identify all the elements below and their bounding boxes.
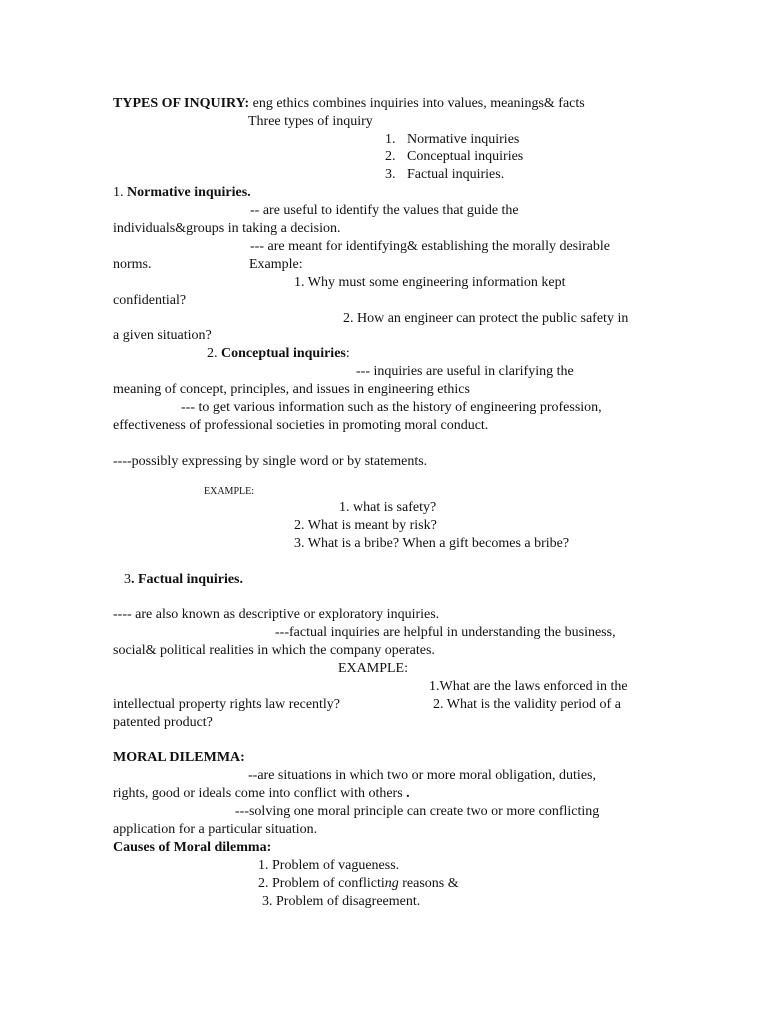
factual-line: ---- are also known as descriptive or exploratory inquiries.	[113, 607, 440, 622]
type-list-text: Conceptual inquiries	[407, 149, 524, 164]
three-types-intro: Three types of inquiry	[248, 114, 373, 129]
conceptual-heading	[207, 345, 350, 363]
conceptual-line: ----possibly expressing by single word or by statements.	[113, 454, 428, 469]
type-list-text: Normative inquiries	[407, 132, 520, 147]
normative-title: Normative inquiries.	[127, 185, 251, 200]
normative-line: -- are useful to identify the values that guide the	[250, 203, 519, 218]
factual-heading	[124, 571, 243, 589]
factual-question: intellectual property rights law recently?	[113, 697, 341, 712]
moral-dilemma-line: ---solving one moral principle can create two or more conflicting	[235, 804, 600, 819]
type-list-num: 1.	[385, 132, 396, 147]
conceptual-colon: :	[345, 346, 350, 361]
heading-label: TYPES OF INQUIRY:	[113, 96, 250, 111]
cause-item	[258, 875, 459, 893]
moral-dilemma-text: rights, good or ideals come into conflict with others	[113, 786, 403, 801]
normative-line: --- are meant for identifying& establishing the morally desirable	[250, 239, 610, 254]
moral-dilemma-title: MORAL DILEMMA:	[113, 750, 245, 765]
type-list-num: 3.	[385, 167, 396, 182]
cause-text-italic: ng	[384, 876, 399, 891]
factual-line: ---factual inquiries are helpful in understanding the business,	[275, 625, 616, 640]
normative-question: a given situation?	[113, 328, 212, 343]
heading-text: eng ethics combines inquiries into values, meanings& facts	[252, 96, 585, 111]
factual-question: 1.What are the laws enforced in the	[429, 679, 628, 694]
normative-num: 1.	[113, 185, 124, 200]
factual-line: social& political realities in which the company operates.	[113, 643, 435, 658]
type-list-item	[385, 166, 504, 184]
normative-heading	[113, 184, 251, 202]
causes-title: Causes of Moral dilemma:	[113, 840, 272, 855]
conceptual-question: 2. What is meant by risk?	[294, 518, 437, 533]
factual-question: patented product?	[113, 715, 213, 730]
normative-line: norms.	[113, 257, 152, 272]
moral-dilemma-period: .	[406, 786, 410, 801]
type-list-item	[385, 148, 523, 166]
factual-num: 3	[124, 572, 131, 587]
normative-question: 1. Why must some engineering information kept	[294, 275, 566, 290]
factual-example-label: EXAMPLE:	[338, 661, 408, 676]
type-list-num: 2.	[385, 149, 396, 164]
factual-question: 2. What is the validity period of a	[433, 697, 621, 712]
moral-dilemma-line: --are situations in which two or more moral obligation, duties,	[248, 768, 596, 783]
conceptual-line: effectiveness of professional societies in promoting moral conduct.	[113, 418, 489, 433]
conceptual-example-label: EXAMPLE:	[204, 486, 254, 497]
normative-line: individuals&groups in taking a decision.	[113, 221, 341, 236]
type-list-text: Factual inquiries.	[407, 167, 505, 182]
conceptual-line: --- inquiries are useful in clarifying the	[356, 364, 574, 379]
factual-title: . Factual inquiries.	[131, 572, 244, 587]
conceptual-title: Conceptual inquiries	[221, 346, 346, 361]
cause-item: 1. Problem of vagueness.	[258, 858, 400, 873]
cause-text: 2. Problem of conflicti	[258, 876, 385, 891]
heading-line	[113, 95, 585, 113]
conceptual-question: 1. what is safety?	[339, 500, 437, 515]
normative-question: confidential?	[113, 293, 187, 308]
conceptual-question: 3. What is a bribe? When a gift becomes a bribe?	[294, 536, 570, 551]
moral-dilemma-line: application for a particular situation.	[113, 822, 318, 837]
cause-item: 3. Problem of disagreement.	[262, 894, 421, 909]
normative-question: 2. How an engineer can protect the public safety in	[343, 311, 629, 326]
type-list-item	[385, 131, 519, 149]
normative-example-label: Example:	[249, 257, 303, 272]
moral-dilemma-line	[113, 785, 410, 803]
conceptual-line: --- to get various information such as the history of engineering profession,	[181, 400, 602, 415]
conceptual-num: 2.	[207, 346, 218, 361]
cause-text: reasons &	[398, 876, 459, 891]
conceptual-line: meaning of concept, principles, and issues in engineering ethics	[113, 382, 470, 397]
